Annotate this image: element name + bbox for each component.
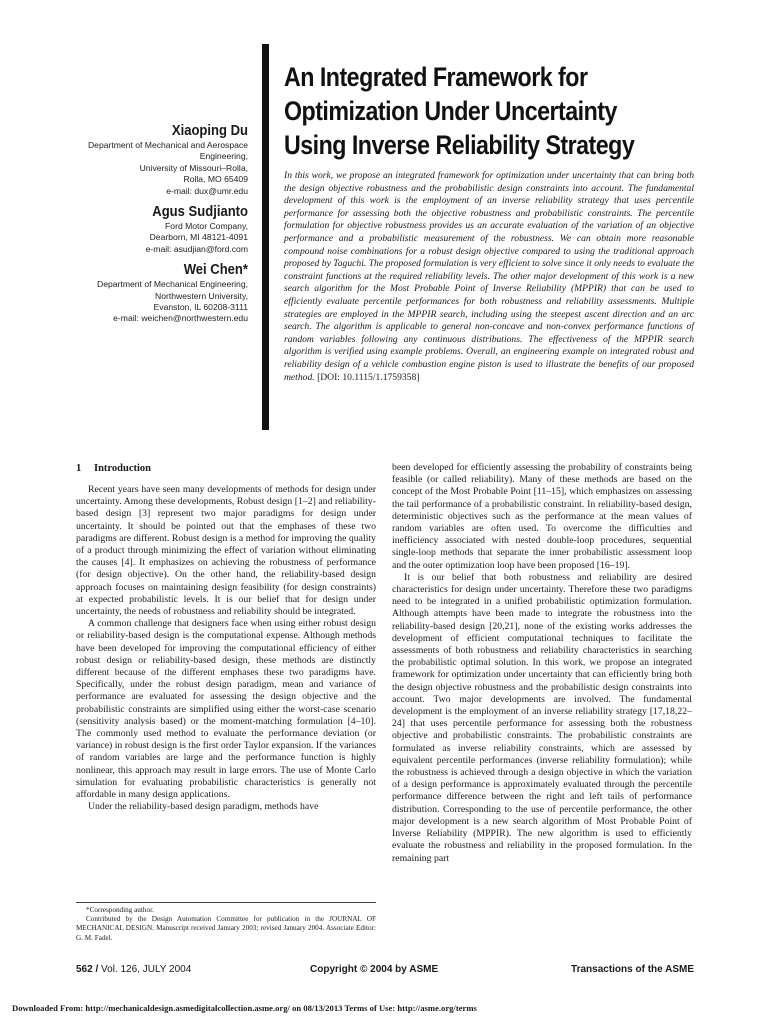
doi-reference: [DOI: 10.1115/1.1759358] (317, 371, 420, 383)
right-column (392, 462, 692, 865)
author-email: e-mail: asudjian@ford.com (145, 243, 248, 254)
paragraph: Under the reliability-based design paradigm, methods have (88, 801, 319, 813)
volume-info: Vol. 126, JULY 2004 (101, 964, 192, 975)
title-divider-bar (262, 44, 269, 430)
author-name: Wei Chen* (183, 262, 248, 279)
author-block (70, 122, 248, 331)
paper-title: An Integrated Framework for Optimization Under Uncertainty Using Inverse Reliability Strategy (284, 62, 635, 160)
paragraph: been developed for efficiently assessing the probability of constraints being feasible (or called reliability). Many of these methods are based on the concept of the Most Probable Point [11–15], which emphasizes on assessing the tail performance of a probabilistic constraint. In reliability-based design, deterministic objectives such as the performance at the mean values of random variables are often used. To overcome the difficulties and inefficiency associated with nested double-loop procedures, sequential single-loop methods that separate the inner probabilistic assessment loop and the outer optimization loop have been proposed [16–19]. (392, 462, 692, 571)
author-email: e-mail: dux@umr.edu (166, 185, 248, 196)
author-affiliation: Department of Mechanical and Aerospace Engineering, University of Missouri–Rolla, Rolla, MO 65409 e-mail: dux@umr.edu (70, 140, 248, 197)
author-affiliation: Department of Mechanical Engineering, Northwestern University, Evanston, IL 60208-3111 e-mail: weichen@northwestern.edu (70, 279, 248, 325)
author-1 (70, 122, 248, 197)
author-email: e-mail: weichen@northwestern.edu (113, 313, 248, 324)
footer-page-info (76, 964, 191, 975)
paragraph: Recent years have seen many developments of methods for design under uncertainty. Among these developments, Robust design [1–2] and reliability-based design [3] represent two major paradigms for design under uncertainty. It should be pointed out that the emphases of these two paradigms are different. Robust design is a method for improving the quality of a product through minimizing the effect of variation without eliminating the causes [4]. It emphasizes on achieving the robustness of performance (for design objective). On the other hand, the reliability-based design approach focuses on maintaining design feasibility (for design constraints) at expected probabilistic levels. It is our belief that for design under uncertainty, the needs of robustness and reliability should be integrated. (76, 484, 376, 618)
journal-name: Transactions of the ASME (571, 964, 694, 975)
section-title: Introduction (94, 463, 151, 474)
author-name: Xiaoping Du (171, 123, 248, 139)
copyright-notice: Copyright © 2004 by ASME (310, 964, 439, 975)
page-number: 562 (76, 964, 93, 975)
footnote (76, 902, 376, 943)
footnote-contribution: Contributed by the Design Automation Committee for publication in the JOURNAL OF MECHANICAL DESIGN. Manuscript received January 2003; revised January 2004. Associate Editor: G. M. Fadel. (76, 915, 376, 942)
paragraph: A common challenge that designers face when using either robust design or reliability-based design is the computational expense. Although methods have been developed for improving the computational efficiency of either robust design or reliability-based design, these methods are distinctly different because of the different emphases these two paradigms have. Specifically, under the robust design paradigm, mean and variance of performance are evaluated for assessing the design objective and the probabilistic constraints are simplified using either the worst-case scenario (sensitivity analysis based) or the moment-matching formulation [4–10]. The commonly used method to evaluate the performance deviation (or variance) in robust design is the first order Taylor expansion. If the variances of random variables are large and the performance function is highly nonlinear, this approach may result in large errors. The use of Monte Carlo simulation for evaluating probabilistic characteristics is generally not affordable in many design applications. (76, 618, 376, 801)
author-affiliation: Ford Motor Company, Dearborn, MI 48121-4091 e-mail: asudjian@ford.com (70, 221, 248, 255)
abstract-text: In this work, we propose an integrated framework for optimization under uncertainty that can bring both the design objective robustness and the probabilistic design constraints into account. The fundamental development of this work is the employment of an inverse reliability strategy that uses percentile performance for assessing both the objective robustness and probabilistic constraints. The percentile formulation for objective robustness provides us an accurate evaluation of the variation of an objective performance and a probabilistic measurement of the robustness. We can obtain more reasonable compound noise combinations for a robust design objective compared to using the traditional approach proposed by Taguchi. The proposed formulation is very efficient to solve since it only needs to evaluate the constraint functions at the required reliability levels. The other major development of this work is a new search algorithm for the Most Probable Point of Inverse Reliability (MPPIR) that can be used to efficiently evaluate percentile performances for both robustness and reliability assessments. Multiple strategies are employed in the MPPIR search, including using the steepest ascent direction and an arc search. The algorithm is applicable to general non-concave and non-convex performance functions of random variables following any continuous distributions. The effectiveness of the MPPIR search algorithm is verified using example problems. Overall, an engineering example on integrated robust and reliability design of a vehicle combustion engine piston is used to illustrate the benefits of our proposed method. (284, 170, 694, 383)
author-2 (70, 203, 248, 255)
download-notice: Downloaded From: http://mechanicaldesign.asmedigitalcollection.asme.org/ on 08/13/2013 Terms of Use: http://asme.org/terms (12, 1003, 477, 1013)
abstract (284, 170, 694, 384)
author-name: Agus Sudjianto (152, 204, 248, 221)
body-columns (76, 462, 694, 912)
section-number: 1 (76, 463, 82, 474)
footnote-corresponding: *Corresponding author. (86, 906, 154, 914)
section-heading (76, 462, 376, 476)
left-column (76, 462, 376, 813)
author-3 (70, 261, 248, 325)
footer-separator: / (95, 964, 99, 975)
paragraph: It is our belief that both robustness and reliability are desired characteristics for design under uncertainty. Therefore these two paradigms need to be integrated in a unified probabilistic optimization formulation. Although attempts have been made to integrate the robustness into the reliability-based design [20,21], none of the existing works addresses the development of efficient computational techniques to facilitate the assessments of both robustness and reliability characteristics in searching the probabilistic optimal solution. In this work, we propose an integrated framework for optimization under uncertainty that can efficiently bring both the design objective robustness and the probabilistic design constraints into account. Two major developments are involved. The fundamental development is the employment of an inverse reliability strategy [17,18,22–24] that uses percentile performance for assessing both the robustness objective and probabilistic constraints. The probabilistic constraints are formulated as inverse reliability constraints, which are assessed by equivalent percentile performances (inverse reliability formulation); while the robustness is achieved through a design objective in which the variation of a design performance is approximately evaluated through the percentile performance difference between the right and left tails of performance distribution. Corresponding to the use of percentile performance, the other major development is a new search algorithm of Most Probable Point of Inverse Reliability (MPPIR). The new algorithm is used to efficiently evaluate the robustness and reliability in the proposed formulation. In the remaining part (392, 571, 692, 864)
page-footer (76, 964, 694, 978)
